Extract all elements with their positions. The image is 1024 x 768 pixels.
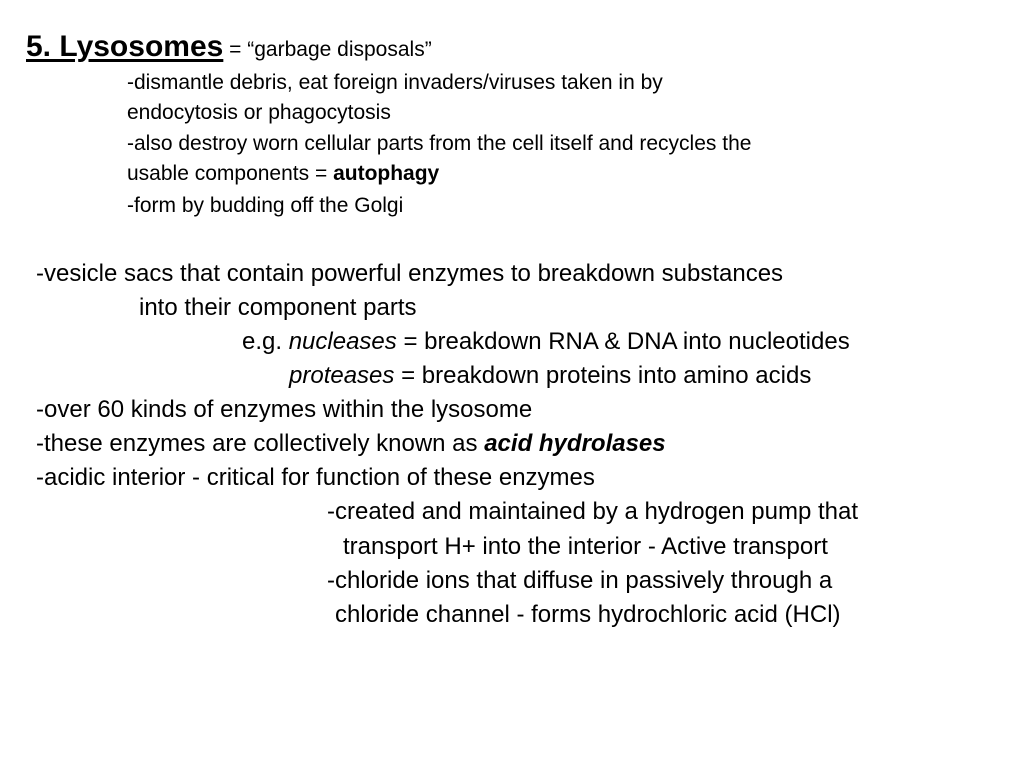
vesicle-line-2: into their component parts <box>139 294 417 321</box>
vesicle-line-1: -vesicle sacs that contain powerful enzymes to breakdown substances <box>36 260 784 287</box>
nucleases-term: nucleases <box>288 328 397 355</box>
proteases-desc: = breakdown proteins into amino acids <box>394 362 812 389</box>
proteases-term: proteases <box>289 362 395 389</box>
intro-line-1: -dismantle debris, eat foreign invaders/viruses taken in by <box>127 71 663 94</box>
autophagy-term: autophagy <box>333 162 440 185</box>
intro-line-5: -form by budding off the Golgi <box>127 194 404 217</box>
chloride-line-1: -chloride ions that diffuse in passively through a <box>327 567 833 594</box>
intro-line-4-prefix: usable components = <box>127 162 334 185</box>
nucleases-line <box>242 330 850 354</box>
acid-hydrolases-term: acid hydrolases <box>484 430 666 457</box>
collective-line <box>36 432 666 456</box>
pump-line-2: transport H+ into the interior - Active transport <box>343 533 828 560</box>
chloride-line-2: chloride channel - forms hydrochloric acid (HCl) <box>335 601 841 628</box>
eg-prefix: e.g. <box>242 328 289 355</box>
intro-line-2: endocytosis or phagocytosis <box>127 101 391 124</box>
intro-line-3: -also destroy worn cellular parts from the cell itself and recycles the <box>127 132 752 155</box>
page-title: 5. Lysosomes <box>26 30 224 63</box>
nucleases-desc: = breakdown RNA & DNA into nucleotides <box>396 328 850 355</box>
collective-prefix: -these enzymes are collectively known as <box>36 430 485 457</box>
acidic-line: -acidic interior - critical for function of these enzymes <box>36 464 595 491</box>
proteases-line <box>289 364 811 388</box>
intro-line-4 <box>127 163 439 184</box>
pump-line-1: -created and maintained by a hydrogen pump that <box>327 498 859 525</box>
kinds-line: -over 60 kinds of enzymes within the lysosome <box>36 396 533 423</box>
title-subtitle: = “garbage disposals” <box>223 38 432 61</box>
title-line <box>26 32 432 62</box>
